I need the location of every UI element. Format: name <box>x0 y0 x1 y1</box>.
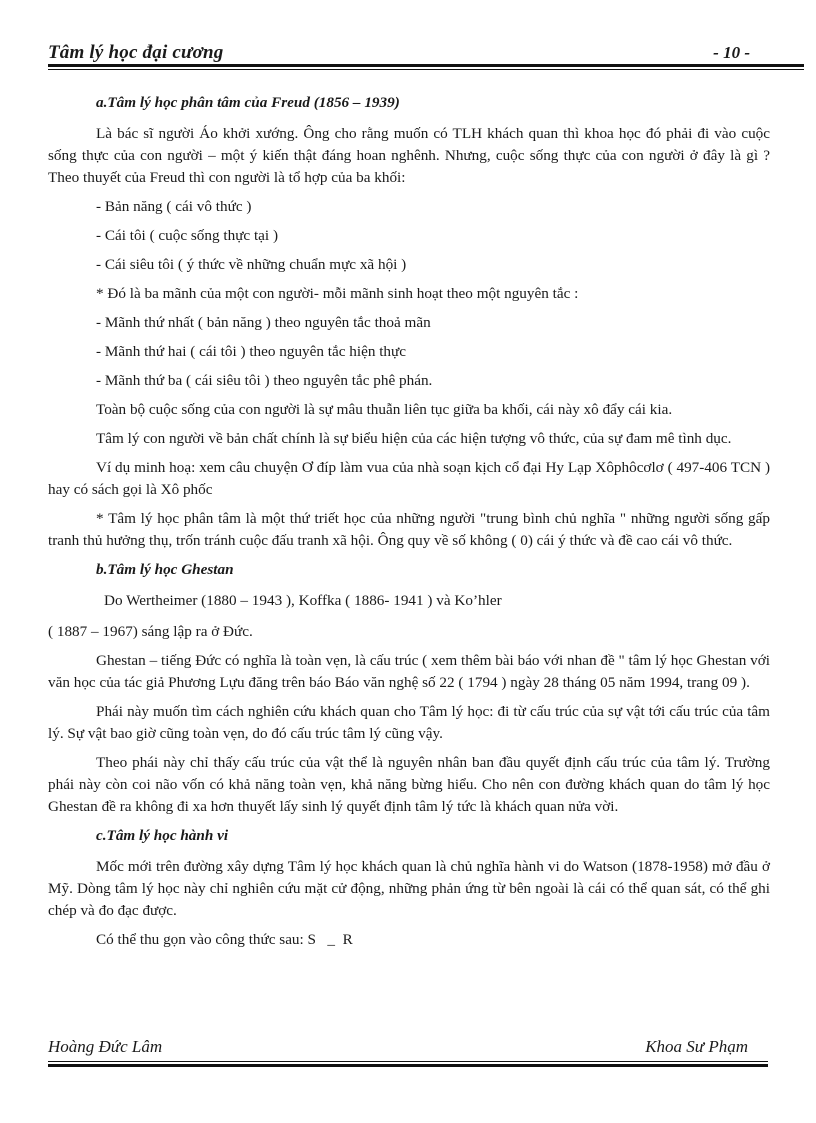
header-title: Tâm lý học đại cương <box>48 42 224 63</box>
page-body <box>48 92 770 958</box>
footer-rule-thick <box>48 1064 768 1067</box>
section-b-paragraph-2: Ghestan – tiếng Đức có nghĩa là toàn vẹn, là cấu trúc ( xem thêm bài báo với nhan đề " tâm lý học Ghestan với văn học của tác giả Phương Lựu đăng trên báo Báo văn nghệ số 22 ( 1794 ) ngày 28 tháng 05 năm 1994, trang 09 ). <box>48 652 770 691</box>
header-rule-thick <box>48 64 804 67</box>
section-b-paragraph-3: Phái này muốn tìm cách nghiên cứu khách quan cho Tâm lý học: đi từ cấu trúc của sự vật tới cấu trúc của tâm lý. Sự vật bao giờ cũng toàn vẹn, do đó cấu trúc tâm lý cũng vậy. <box>48 703 770 742</box>
list-item: - Mãnh thứ hai ( cái tôi ) theo nguyên tắc hiện thực <box>96 343 406 360</box>
section-b-paragraph-1: Do Wertheimer (1880 – 1943 ), Koffka ( 1886- 1941 ) và Ko’hler <box>104 592 502 609</box>
section-b-paragraph-1-cont: ( 1887 – 1967) sáng lập ra ở Đức. <box>48 623 253 640</box>
footer-department: Khoa Sư Phạm <box>645 1037 748 1056</box>
header-rule-thin <box>48 69 804 70</box>
section-c-formula: Có thể thu gọn vào công thức sau: S _ R <box>96 931 353 948</box>
list-item: * Đó là ba mãnh của một con người- mỗi mãnh sinh hoạt theo một nguyên tắc : <box>96 285 579 302</box>
section-a-paragraph-2: Toàn bộ cuộc sống của con người là sự mâu thuẫn liên tục giữa ba khối, cái này xô đẩy cái kia. <box>96 401 673 418</box>
list-item: - Mãnh thứ nhất ( bản năng ) theo nguyên tắc thoả mãn <box>96 314 431 331</box>
section-a-heading: a.Tâm lý học phân tâm của Freud (1856 – 1939) <box>96 94 400 111</box>
section-b-paragraph-4: Theo phái này chỉ thấy cấu trúc của vật thể là nguyên nhân ban đầu quyết định cấu trúc của tâm lý. Trường phái này còn coi não vốn có khả năng toàn vẹn, khả năng bừng hiểu. Cho nên con đường khách quan do tâm lý học Ghestan đề ra không đi xa hơn thuyết lấy sinh lý quyết định tâm lý tức là khách quan nửa vời. <box>48 754 770 815</box>
list-item: - Bản năng ( cái vô thức ) <box>96 198 252 215</box>
section-c-heading: c.Tâm lý học hành vi <box>96 827 229 844</box>
page-header <box>48 40 804 64</box>
footer-author: Hoàng Đức Lâm <box>48 1037 163 1056</box>
list-item: - Mãnh thứ ba ( cái siêu tôi ) theo nguyên tắc phê phán. <box>96 372 433 389</box>
section-a-paragraph-1: Là bác sĩ người Áo khởi xướng. Ông cho rằng muốn có TLH khách quan thì khoa học đó phải đi vào cuộc sống thực của con người – một ý kiến thật đáng hoan nghênh. Nhưng, cuộc sống thực của con người ở đây là gì ? Theo thuyết của Freud thì con người là tổ hợp của ba khối: <box>48 125 770 186</box>
section-a-paragraph-5: * Tâm lý học phân tâm là một thứ triết học của những người "trung bình chủ nghĩa " những người sống gấp tranh thủ hưởng thụ, trốn tránh cuộc đấu tranh xã hội. Ông quy về số không ( 0) cái ý thức và đề cao cái vô thức. <box>48 510 770 549</box>
list-item: - Cái tôi ( cuộc sống thực tại ) <box>96 227 278 244</box>
section-a-paragraph-4: Ví dụ minh hoạ: xem câu chuyện Ơ đíp làm vua của nhà soạn kịch cổ đại Hy Lạp Xôphôcơlơ ( 497-406 TCN ) hay có sách gọi là Xô phốc <box>48 459 770 498</box>
page-footer <box>48 1037 768 1061</box>
page-number: - 10 - <box>713 43 750 62</box>
list-item: - Cái siêu tôi ( ý thức về những chuẩn mực xã hội ) <box>96 256 407 273</box>
section-c-paragraph-1: Mốc mới trên đường xây dựng Tâm lý học khách quan là chủ nghĩa hành vi do Watson (1878-1958) mở đầu ở Mỹ. Dòng tâm lý học này chỉ nghiên cứu mặt cử động, những phản ứng từ bên ngoài là cái có thể quan sát, có thể ghi chép và đo đạc được. <box>48 858 770 919</box>
footer-rule-thin <box>48 1061 768 1062</box>
section-b-heading: b.Tâm lý học Ghestan <box>96 561 234 578</box>
section-a-paragraph-3: Tâm lý con người về bản chất chính là sự biểu hiện của các hiện tượng vô thức, của sự đam mê tình dục. <box>96 430 732 447</box>
